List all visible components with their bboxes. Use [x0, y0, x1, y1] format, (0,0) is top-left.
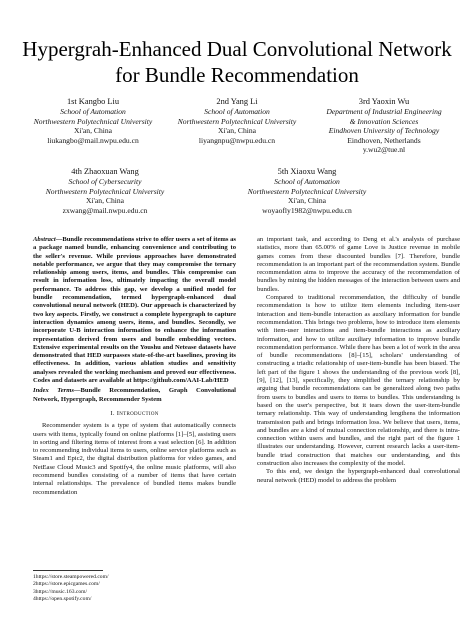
author-block-3: [304, 96, 464, 155]
author-block-5: [232, 166, 382, 215]
author-org: Northwestern Polytechnical University: [33, 116, 153, 126]
author-dept: Department of Industrial Engineering: [326, 107, 442, 116]
author-email: zxwang@mail.nwpu.edu.cn: [62, 205, 148, 215]
footnote-rule: [33, 570, 103, 571]
author-org: Eindhoven University of Technology: [328, 126, 440, 136]
author-name: 4th Zhaoxuan Wang: [71, 167, 139, 176]
author-name: 2nd Yang Li: [216, 97, 258, 106]
author-email: liyangnpu@nwpu.edu.cn: [198, 135, 276, 145]
footnote-3: 3https://music.163.com/: [33, 588, 88, 595]
paper-title: Hypergrah-Enhanced Dual Convolutional Network for Bundle Recommendation: [22, 37, 452, 87]
author-place: Eindhoven, Netherlands: [347, 135, 421, 145]
index-terms-label: Index Terms: [33, 387, 74, 395]
abstract-label: Abstract: [33, 236, 56, 243]
author-org: Northwestern Polytechnical University: [177, 116, 297, 126]
author-name: 3rd Yaoxin Wu: [358, 97, 410, 106]
index-terms: [33, 387, 236, 404]
author-block-4: [30, 166, 180, 215]
intro-paragraph-4: To this end, we design the hypergraph-enhanced dual convolutional neural network (HED) model to address the problem: [257, 468, 460, 484]
footnote-4: 4https://open.spotify.com/: [33, 596, 92, 603]
author-dept: School of Automation: [60, 107, 126, 116]
author-email: y.wu2@tue.nl: [362, 145, 406, 155]
author-name: 1st Kangbo Liu: [66, 97, 120, 106]
author-dept: School of Automation: [274, 177, 340, 186]
author-email: liukangbo@mail.nwpu.edu.cn: [47, 135, 139, 145]
author-block-1: [18, 96, 168, 145]
footnotes: [33, 574, 236, 604]
right-column: [257, 236, 460, 485]
author-place: Xi'an, China: [217, 126, 257, 136]
section-heading: I. Introduction: [110, 409, 159, 417]
author-dept: School of Cybersecurity: [68, 177, 142, 186]
left-column: [33, 236, 236, 497]
author-dept-2: & Innovation Sciences: [349, 116, 419, 126]
intro-paragraph-1: Recommender system is a type of system that automatically connects users with items, typically found on online platforms [1]–[5], assisting users in sorting and filtering items of interest from a vast selection [6]. In addition to recommending individual items to users, online service platforms such as Steam1 and Epic2, the digital distribution platforms for video games, and NetEase Cloud Music3 and Spotify4, the online music platforms, will also recommend bundles consisting of a number of items that have certain internal relationships. The prevalence of bundled items makes bundle recommendation: [33, 422, 236, 496]
intro-paragraph-2: an important task, and according to Deng et al.'s analysis of purchase statistics, more than 65.00% of game Love is Justice revenue in mobile games comes from these discounted bundles [7]. Therefore, bundle recommendation is an important part of the recommendation system. Bundle recommendation aims to improve the accuracy of the recommendation of bundles by mining the hidden messages of the interaction between users and bundles.: [257, 236, 460, 293]
author-place: Xi'an, China: [85, 196, 125, 206]
abstract: [33, 236, 236, 385]
author-place: Xi'an, China: [287, 196, 327, 206]
author-block-2: [162, 96, 312, 145]
author-org: Northwestern Polytechnical University: [45, 186, 165, 196]
author-email: woyaofly1982@nwpu.edu.cn: [262, 205, 352, 215]
abstract-text: —Bundle recommendations strive to offer users a set of items as a package named bundle, enhancing convenience and contributing to the seller's revenue. While previous approaches have demonstrated notable performance, we argue that they may compromise the ternary relationship among users, items, and bundles. This compromise can result in information loss, ultimately impacting the overall model performance. To address this gap, we develop a unified model for bundle recommendation, termed hypergraph-enhanced dual convolutional neural network (HED). Our approach is characterized by two key aspects. Firstly, we construct a complete hypergraph to capture interaction dynamics among users, items, and bundles. Secondly, we incorporate U-B interaction information to enhance the information representation derived from users and bundle embedding vectors. Extensive experimental results on the Youshu and Netease datasets have demonstrated that HED surpasses state-of-the-art baselines, proving its effectiveness. In addition, various ablation studies and sensitivity analyses revealed the working mechanism and proved our effectiveness. Codes and datasets are available at https://github.com/AAI-Lab/HED: [33, 236, 236, 385]
footnote-2: 2https://store.epicgames.com/: [33, 581, 100, 588]
author-dept: School of Automation: [204, 107, 270, 116]
author-org: Northwestern Polytechnical University: [247, 186, 367, 196]
intro-paragraph-3: Compared to traditional recommendation, the difficulty of bundle recommendation is how to utilize item elements including item-user interaction and item-bundle interaction as auxiliary information for bundle recommendation. This brings two problems, how to introduce item elements with item-user interactions and item-bundle interactions as auxiliary information, and how to utilize auxiliary information to improve bundle recommendation performance. While there has been a lot of work in the area of bundle recommendations [8]–[15], scholars' understanding of constructing a triadic relationship of user-item-bundle has been biased. The left part of the figure 1 shows the understanding of the previous work [8], [9], [12], [13], specifically, they simplified the ternary relationship by arguing that bundle recommendations can be generalized along two paths from users to bundles and users to items to bundles. This understanding is based on the user's perspective, but it tears down the user-item-bundle ternary relationship. This way of understanding lengthens the information transmission path and brings information loss. We believe that users, items, and bundles are a kind of mutual connection relationship, and there is intra-connection within users and bundles, and the right part of the figure 1 illustrates our understanding. However, current research lacks a user-item-bundle triad construction that matches our understanding, and this construction also increases the complexity of the model.: [257, 294, 460, 468]
author-name: 5th Xiaoxu Wang: [277, 167, 337, 176]
index-terms-text: —Bundle Recommendation, Graph Convolutional Network, Hypergraph, Recommender System: [33, 387, 236, 403]
author-place: Xi'an, China: [73, 126, 113, 136]
footnote-1: 1https://store.steampowered.com/: [33, 574, 109, 580]
